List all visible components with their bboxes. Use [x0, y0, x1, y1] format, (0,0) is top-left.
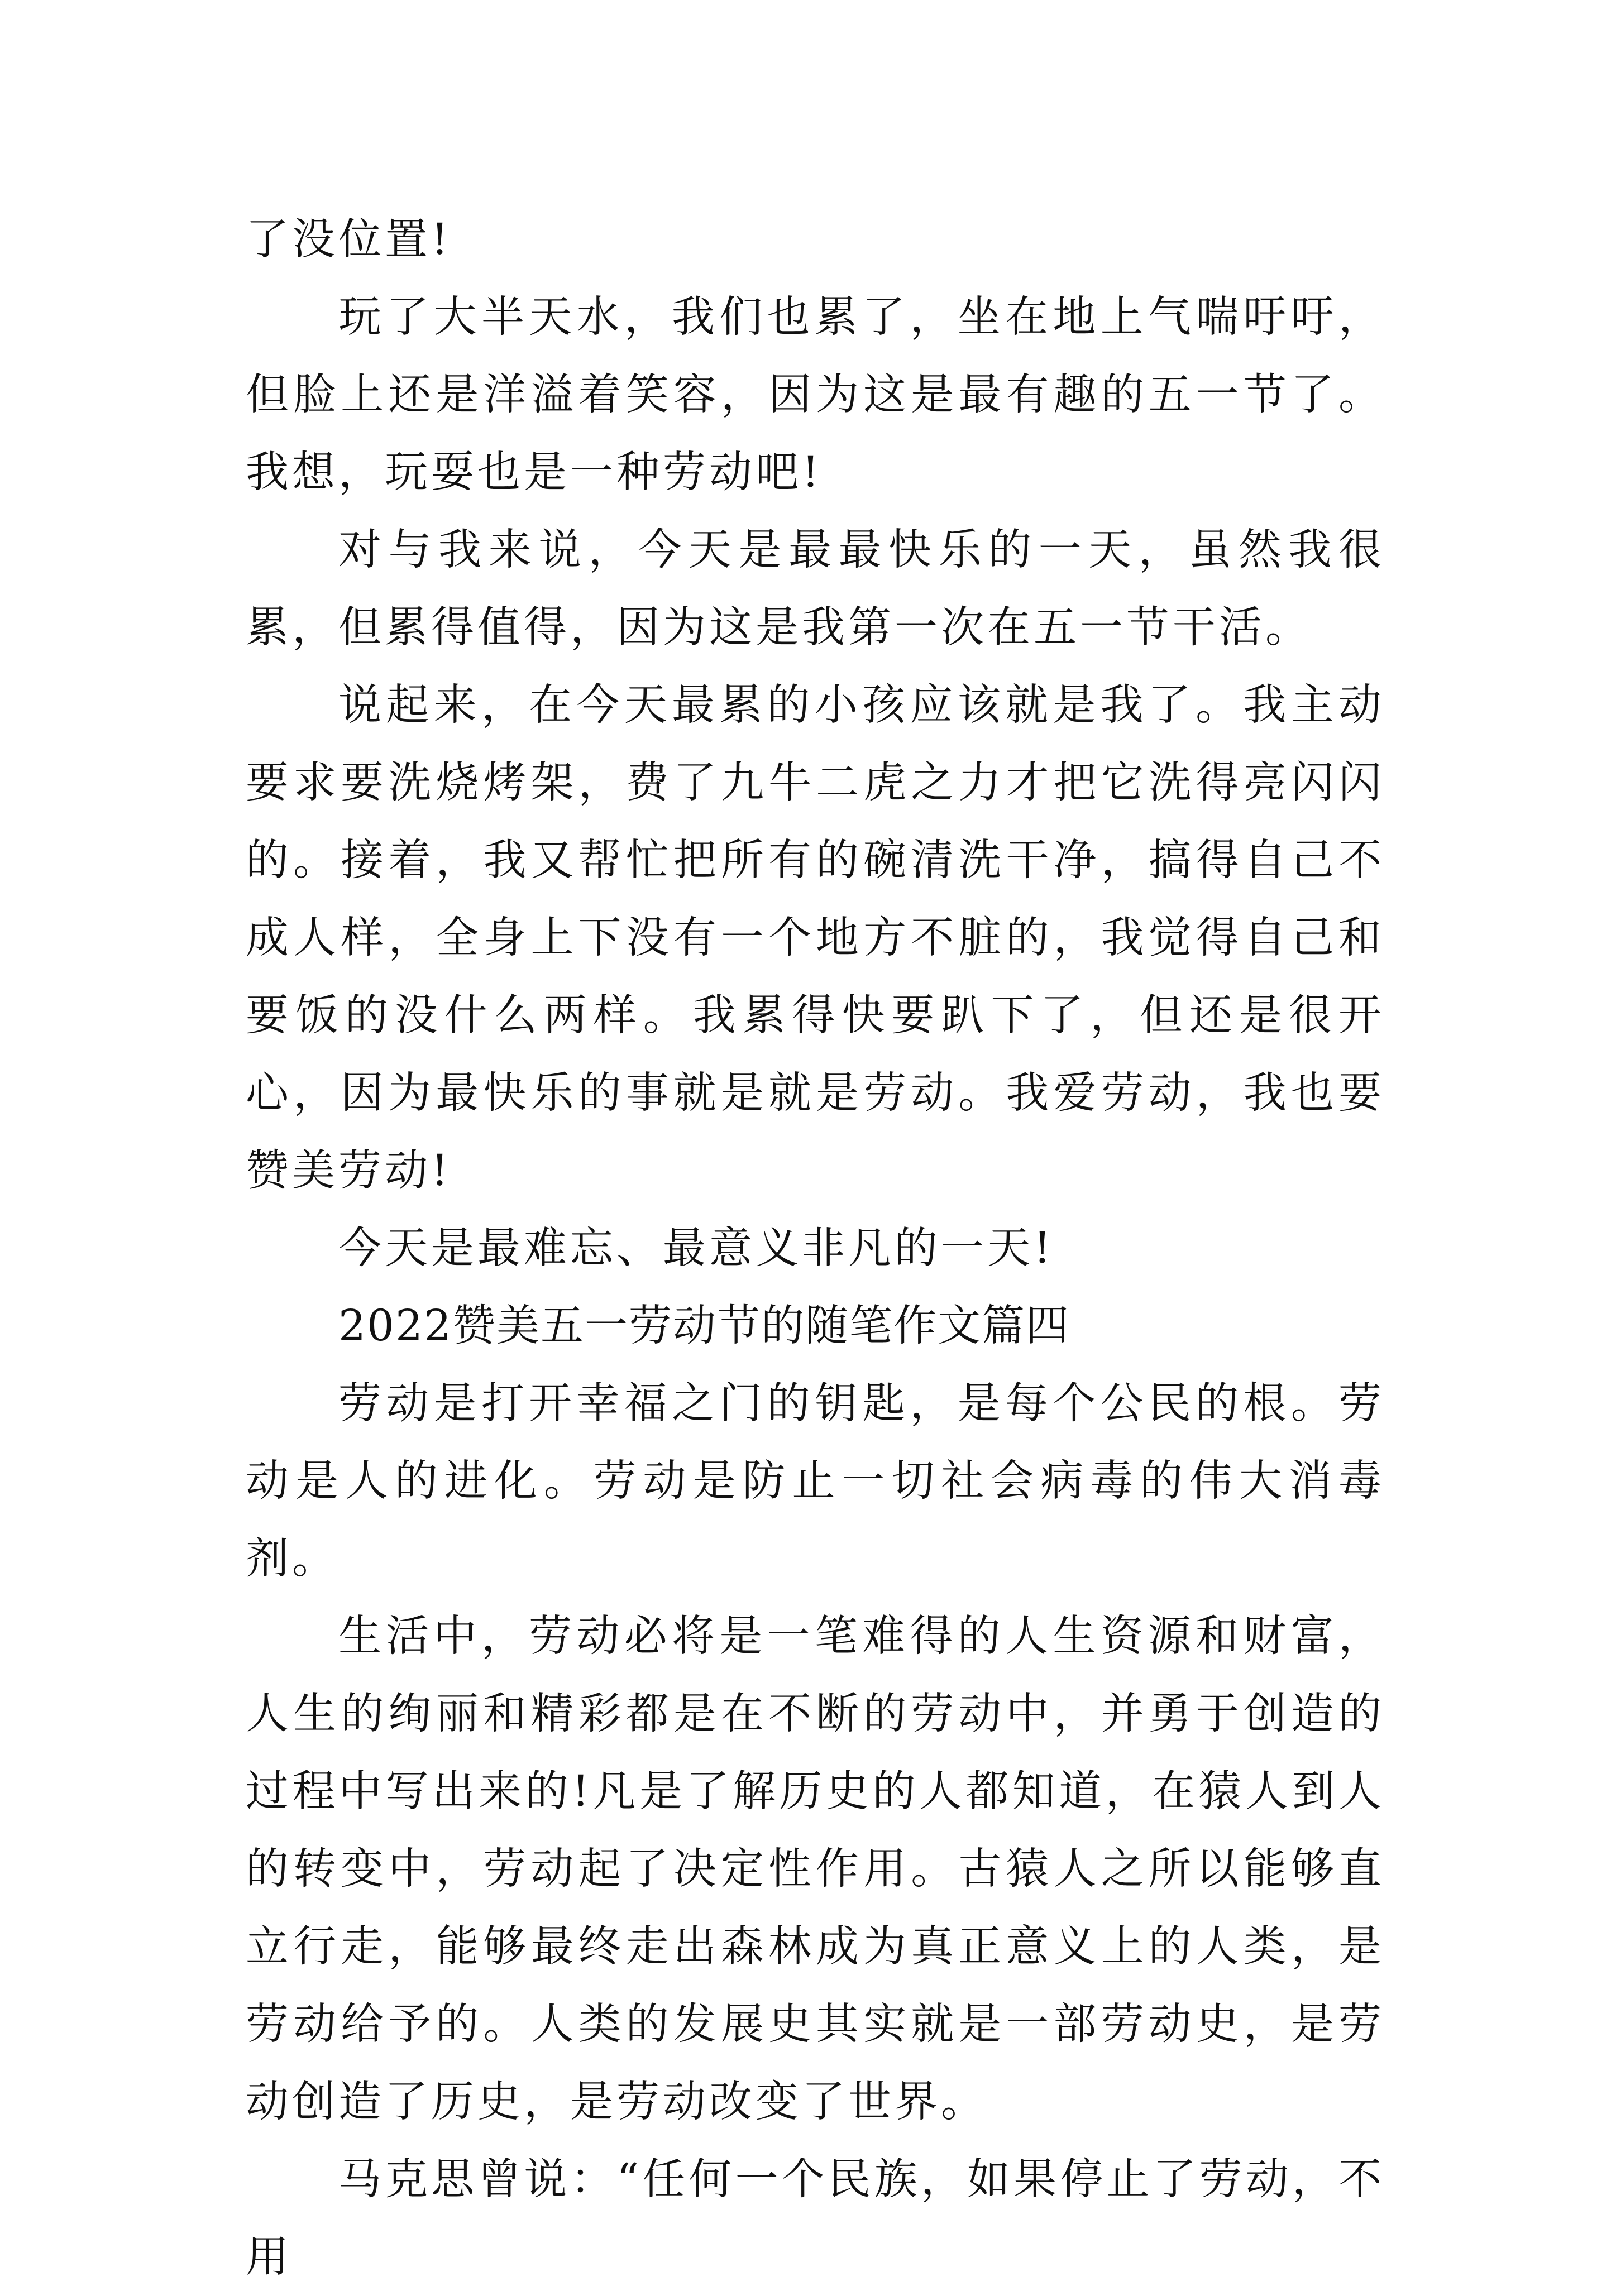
document-body — [246, 201, 1385, 2296]
paragraph-4: 说起来，在今天最累的小孩应该就是我了。我主动要求要洗烧烤架，费了九牛二虎之力才把它洗得亮闪闪的。接着，我又帮忙把所有的碗清洗干净，搞得自己不成人样，全身上下没有一个地方不脏的，我觉得自己和要饭的没什么两样。我累得快要趴下了，但还是很开心，因为最快乐的事就是就是劳动。我爱劳动，我也要赞美劳动! — [246, 680, 1385, 1196]
paragraph-3: 对与我来说，今天是最最快乐的一天，虽然我很累，但累得值得，因为这是我第一次在五一节干活。 — [246, 525, 1385, 653]
paragraph-5: 今天是最难忘、最意义非凡的一天! — [338, 1224, 1054, 1273]
paragraph-8: 生活中，劳动必将是一笔难得的人生资源和财富，人生的绚丽和精彩都是在不断的劳动中，并勇于创造的过程中写出来的!凡是了解历史的人都知道，在猿人到人的转变中，劳动起了决定性作用。古猿人之所以能够直立行走，能够最终走出森林成为真正意义上的人类，是劳动给予的。人类的发展史其实就是一部劳动史，是劳动创造了历史，是劳动改变了世界。 — [246, 1612, 1385, 2127]
paragraph-1: 了没位置! — [246, 215, 452, 265]
paragraph-9: 马克思曾说：“任何一个民族，如果停止了劳动，不用 — [246, 2155, 1385, 2282]
paragraph-7: 劳动是打开幸福之门的钥匙，是每个公民的根。劳动是人的进化。劳动是防止一切社会病毒的伟大消毒剂。 — [246, 1379, 1385, 1584]
paragraph-2: 玩了大半天水，我们也累了，坐在地上气喘吁吁，但脸上还是洋溢着笑容，因为这是最有趣的五一节了。我想，玩耍也是一种劳动吧! — [246, 293, 1385, 497]
section-heading: 2022赞美五一劳动节的随笔作文篇四 — [338, 1301, 1070, 1351]
